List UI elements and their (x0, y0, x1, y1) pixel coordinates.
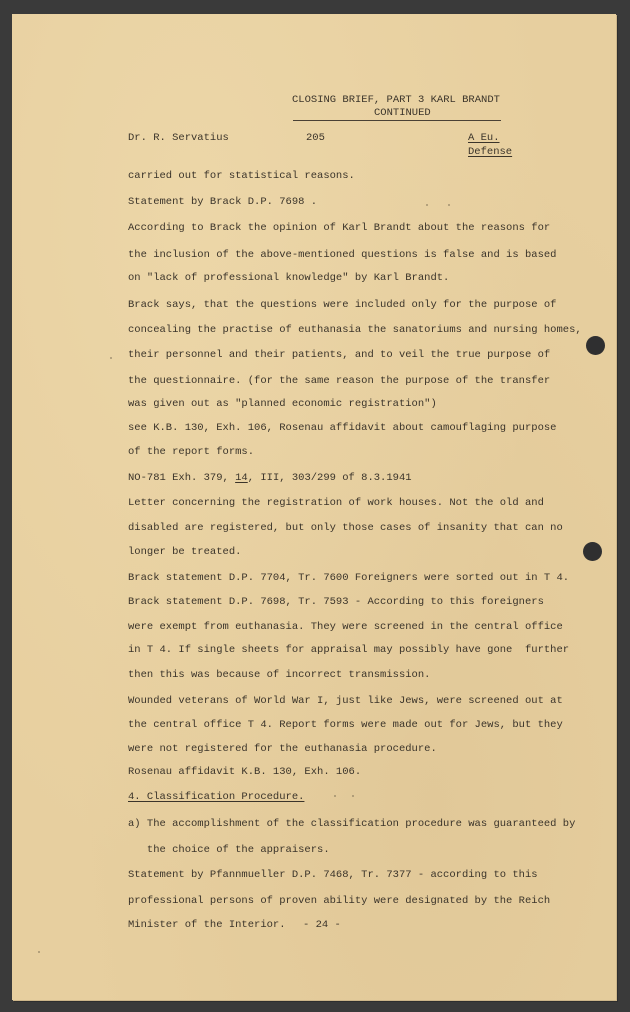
body-line: the choice of the appraisers. (128, 844, 330, 856)
body-line: concealing the practise of euthanasia the sanatoriums and nursing homes, (128, 324, 582, 336)
header-underline (293, 120, 501, 121)
body-line: in T 4. If single sheets for appraisal may possibly have gone further (128, 644, 570, 656)
punch-hole-upper (586, 336, 605, 355)
header-title-line2: CONTINUED (374, 107, 431, 119)
footer-page-marker: - 24 - (303, 919, 341, 931)
body-line-exhibit-reference (128, 472, 412, 485)
body-line: their personnel and their patients, and to veil the true purpose of (128, 349, 551, 361)
header-page-number: 205 (306, 132, 325, 144)
body-line: longer be treated. (128, 546, 242, 558)
body-line: a) The accomplishment of the classification procedure was guaranteed by (128, 818, 576, 830)
paper-speck (352, 795, 354, 797)
body-line: Brack says, that the questions were included only for the purpose of (128, 299, 557, 311)
body-line: Brack statement D.P. 7704, Tr. 7600 Foreigners were sorted out in T 4. (128, 572, 570, 584)
body-line: According to Brack the opinion of Karl Brandt about the reasons for (128, 222, 551, 234)
body-line: Brack statement D.P. 7698, Tr. 7593 - According to this foreigners (128, 596, 544, 608)
body-line: the central office T 4. Report forms were made out for Jews, but they (128, 719, 563, 731)
exhibit-ref-pre: NO-781 Exh. 379, (128, 472, 236, 484)
header-category-line2: Defense (468, 146, 513, 158)
paper-speck (110, 357, 112, 359)
body-line: of the report forms. (128, 446, 255, 458)
body-line: were exempt from euthanasia. They were screened in the central office (128, 621, 563, 633)
body-line: carried out for statistical reasons. (128, 170, 355, 182)
body-line: was given out as "planned economic registration") (128, 398, 437, 410)
body-line: Statement by Brack D.P. 7698 . (128, 196, 318, 208)
body-line: on "lack of professional knowledge" by Karl Brandt. (128, 272, 450, 284)
section-heading-classification-procedure: 4. Classification Procedure. (128, 791, 305, 803)
body-line: see K.B. 130, Exh. 106, Rosenau affidavit about camouflaging purpose (128, 422, 557, 434)
body-line: the questionnaire. (for the same reason the purpose of the transfer (128, 375, 551, 387)
header-author: Dr. R. Servatius (128, 132, 229, 144)
header-title-line1: CLOSING BRIEF, PART 3 KARL BRANDT (292, 94, 500, 106)
exhibit-ref-underlined: 14 (235, 472, 248, 484)
header-category-line1: A Eu. (468, 132, 500, 144)
body-line: were not registered for the euthanasia procedure. (128, 743, 437, 755)
body-line: disabled are registered, but only those cases of insanity that can no (128, 522, 563, 534)
paper-speck (448, 204, 450, 206)
paper-speck (334, 795, 336, 797)
paper-speck (426, 204, 428, 206)
body-line: professional persons of proven ability were designated by the Reich (128, 895, 551, 907)
body-line: Wounded veterans of World War I, just like Jews, were screened out at (128, 695, 563, 707)
body-line: Statement by Pfannmueller D.P. 7468, Tr. 7377 - according to this (128, 869, 538, 881)
exhibit-ref-post: , III, 303/299 of 8.3.1941 (247, 472, 412, 484)
punch-hole-lower (583, 542, 602, 561)
body-line: Minister of the Interior. (128, 919, 286, 931)
body-line: the inclusion of the above-mentioned questions is false and is based (128, 249, 557, 261)
body-line: Rosenau affidavit K.B. 130, Exh. 106. (128, 766, 362, 778)
body-line: Letter concerning the registration of work houses. Not the old and (128, 497, 544, 509)
body-line: then this was because of incorrect transmission. (128, 669, 431, 681)
paper-speck (38, 951, 40, 953)
document-page (12, 14, 616, 1000)
